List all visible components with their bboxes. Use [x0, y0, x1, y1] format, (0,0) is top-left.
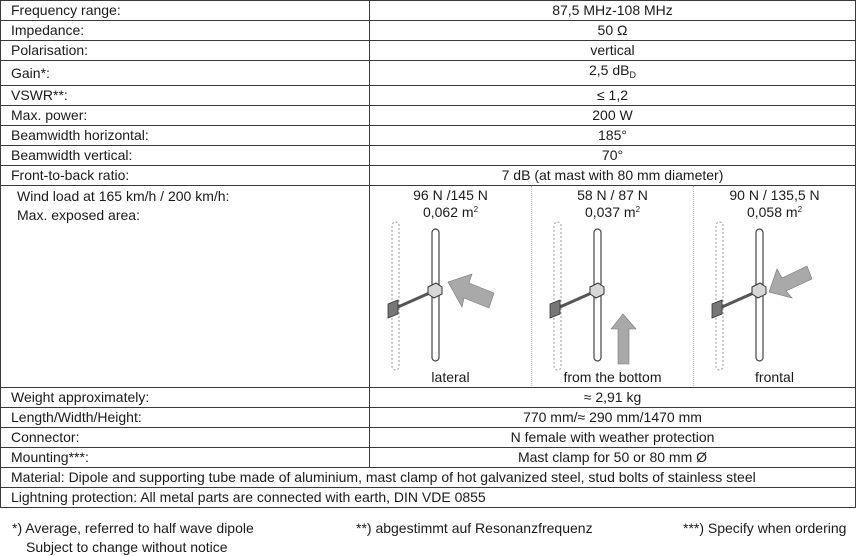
- spec-value-text: 185°: [598, 127, 627, 143]
- wind-direction-caption: frontal: [755, 369, 794, 385]
- spec-value-text: N female with weather protection: [510, 429, 715, 445]
- spec-row: [1, 408, 856, 428]
- wind-load-row: [1, 186, 856, 388]
- spec-label: Mounting***:: [1, 448, 370, 468]
- spec-row: [1, 1, 856, 21]
- dipole-clamp: [752, 283, 766, 298]
- wind-arrow-icon: [769, 266, 812, 298]
- lightning-row: [1, 488, 856, 508]
- wind-arrow-icon: [611, 314, 636, 364]
- exposed-area-unit: m: [785, 204, 798, 220]
- spec-value: [370, 388, 856, 408]
- spec-label: Max. power:: [1, 106, 370, 126]
- spec-value: [370, 448, 856, 468]
- spec-row: [1, 21, 856, 41]
- spec-value-text: Mast clamp for 50 or 80 mm Ø: [517, 449, 708, 465]
- exposed-area-exponent: 2: [635, 205, 641, 214]
- exposed-area-label: Max. exposed area:: [17, 207, 140, 223]
- spec-value: [370, 86, 856, 106]
- wind-load-label: [1, 186, 370, 388]
- wind-column: [693, 186, 855, 386]
- footnote-subject-to-change: Subject to change without notice: [26, 539, 228, 555]
- wind-load-value: 58 N / 87 N: [577, 187, 648, 203]
- spec-value: [370, 166, 856, 186]
- wind-direction-caption: from the bottom: [563, 369, 662, 385]
- spec-value: [370, 126, 856, 146]
- exposed-area-value: [694, 202, 855, 220]
- spec-row: [1, 146, 856, 166]
- spec-value-text: 87,5 MHz-108 MHz: [552, 2, 673, 18]
- spec-label: Polarisation:: [1, 41, 370, 61]
- exposed-area-unit: m: [623, 204, 636, 220]
- exposed-area-value: [532, 202, 693, 220]
- spec-row: [1, 448, 856, 468]
- spec-value-text: 50 Ω: [597, 22, 628, 38]
- footnote-average: *) Average, referred to half wave dipole: [12, 520, 254, 536]
- spec-unit-subscript: D: [629, 70, 636, 80]
- mast-tube: [554, 222, 561, 370]
- spec-row: [1, 126, 856, 146]
- wind-direction-caption: lateral: [431, 369, 470, 385]
- spec-label: Length/Width/Height:: [1, 408, 370, 428]
- spec-label: VSWR**:: [1, 86, 370, 106]
- mast-clamp: [712, 300, 722, 318]
- exposed-area-exponent: 2: [797, 205, 803, 214]
- exposed-area-exponent: 2: [473, 205, 479, 214]
- spec-value-text: 200 W: [592, 107, 633, 123]
- spec-value: [370, 1, 856, 21]
- mast-tube: [392, 222, 399, 370]
- spec-value-text: vertical: [590, 42, 635, 58]
- spec-value: [370, 146, 856, 166]
- spec-value-text: 2,5 dB: [589, 62, 630, 78]
- spec-row: [1, 166, 856, 186]
- mast-clamp: [388, 300, 398, 318]
- spec-value: [370, 41, 856, 61]
- spec-label: Front-to-back ratio:: [1, 166, 370, 186]
- exposed-area-number: 0,058: [746, 204, 783, 220]
- spec-row: [1, 41, 856, 61]
- material-row: [1, 468, 856, 488]
- spec-value-text: ≈ 2,91 kg: [583, 389, 642, 405]
- spec-row: [1, 428, 856, 448]
- dipole-clamp: [590, 283, 604, 298]
- spec-label: Beamwidth horizontal:: [1, 126, 370, 146]
- spec-label: Connector:: [1, 428, 370, 448]
- exposed-area-unit: m: [461, 204, 474, 220]
- spec-label: Beamwidth vertical:: [1, 146, 370, 166]
- spec-value-text: 70°: [601, 147, 624, 163]
- spec-value: [370, 428, 856, 448]
- spec-row: [1, 106, 856, 126]
- dipole-clamp: [428, 283, 442, 298]
- spec-row: [1, 388, 856, 408]
- spec-value: [370, 408, 856, 428]
- exposed-area-value: [370, 202, 531, 220]
- footnote-resonance: **) abgestimmt auf Resonanzfrequenz: [356, 520, 593, 536]
- wind-load-value: 96 N /145 N: [413, 187, 488, 203]
- mast-clamp: [550, 300, 560, 318]
- footnote-ordering: ***) Specify when ordering: [683, 520, 847, 536]
- spec-label: Gain*:: [1, 61, 370, 86]
- spec-value: [370, 21, 856, 41]
- wind-load-values: [370, 186, 856, 388]
- spec-label: Weight approximately:: [1, 388, 370, 408]
- wind-arrow-icon: [448, 274, 494, 308]
- exposed-area-number: 0,062: [422, 204, 459, 220]
- spec-row: [1, 86, 856, 106]
- wind-column: [531, 186, 693, 386]
- spec-label: Frequency range:: [1, 1, 370, 21]
- wind-load-label-line1: Wind load at 165 km/h / 200 km/h:: [17, 188, 230, 204]
- wind-column: [370, 186, 531, 386]
- spec-value-text: 770 mm/≈ 290 mm/1470 mm: [523, 409, 702, 425]
- spec-value: [370, 106, 856, 126]
- spec-label: Impedance:: [1, 21, 370, 41]
- spec-row: [1, 61, 856, 86]
- spec-value-text: 7 dB (at mast with 80 mm diameter): [501, 167, 724, 183]
- mast-tube: [716, 222, 723, 370]
- spec-value: [370, 61, 856, 86]
- spec-value-text: ≤ 1,2: [596, 87, 629, 103]
- material-text: Material: Dipole and supporting tube made of aluminium, mast clamp of hot galvanized steel, stud bolts of stainless steel: [1, 468, 856, 488]
- lightning-text: Lightning protection: All metal parts are connected with earth, DIN VDE 0855: [1, 488, 856, 508]
- wind-load-value: 90 N / 135,5 N: [729, 187, 820, 203]
- exposed-area-number: 0,037: [584, 204, 621, 220]
